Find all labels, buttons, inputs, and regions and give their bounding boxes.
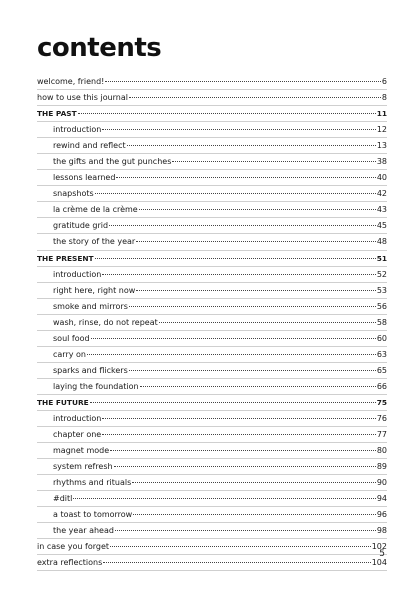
toc-entry-label: laying the foundation	[53, 381, 139, 391]
toc-row	[37, 507, 387, 522]
dot-leader	[102, 274, 376, 275]
toc-entry-page: 60	[376, 333, 387, 343]
toc-entry-page: 80	[376, 446, 387, 456]
toc-entry-page: 45	[376, 221, 387, 231]
toc-entry-page: 96	[376, 510, 387, 520]
toc-row	[37, 347, 387, 362]
toc-entry-page: 52	[376, 269, 387, 279]
toc-entry-page: 56	[376, 301, 387, 311]
dot-leader	[159, 322, 376, 323]
toc-entry-label: the gifts and the gut punches	[53, 157, 172, 167]
toc-entry-label: welcome, friend!	[37, 77, 105, 86]
toc-row	[37, 202, 387, 217]
toc-section-row	[37, 251, 387, 266]
dot-leader	[115, 530, 376, 531]
toc-entry-page: 63	[376, 349, 387, 359]
toc-row	[37, 90, 387, 105]
toc-entry-page: 40	[376, 173, 387, 183]
toc-entry-page: 51	[376, 253, 387, 263]
dot-leader	[95, 193, 376, 194]
toc-entry-label: wash, rinse, do not repeat	[53, 317, 158, 327]
toc-entry-label: magnet mode	[53, 446, 110, 456]
dot-leader	[91, 338, 376, 339]
toc-entry-page: 98	[376, 526, 387, 536]
toc-entry-label: extra reflections	[37, 558, 103, 568]
toc-entry-page: 65	[376, 365, 387, 375]
toc-entry-label: rhythms and rituals	[53, 478, 132, 488]
dot-leader	[110, 546, 371, 547]
toc-row	[37, 331, 387, 346]
toc-row	[37, 411, 387, 426]
toc-row	[37, 539, 387, 554]
toc-row	[37, 379, 387, 394]
toc-entry-page: 89	[376, 462, 387, 472]
toc-entry-label: introduction	[53, 125, 102, 135]
dot-leader	[102, 418, 376, 419]
toc-entry-page: 42	[376, 189, 387, 199]
toc-entry-label: carry on	[53, 349, 86, 359]
toc-entry-page: 75	[376, 397, 387, 407]
toc-entry-label: right here, right now	[53, 285, 136, 295]
toc-entry-label: a toast to tomorrow	[53, 510, 133, 520]
toc-entry-page: 8	[381, 93, 387, 103]
toc-row	[37, 138, 387, 153]
toc-entry-label: chapter one	[53, 430, 102, 440]
toc-row	[37, 491, 387, 506]
toc-entry-page: 11	[376, 109, 387, 119]
toc-entry-label: lessons learned	[53, 173, 116, 183]
dot-leader	[140, 386, 376, 387]
toc-entry-label: gratitude grid	[53, 221, 109, 231]
dot-leader	[133, 514, 376, 515]
dot-leader	[105, 81, 381, 82]
toc-entry-label: the story of the year	[53, 237, 136, 247]
toc-row	[37, 459, 387, 474]
toc-entry-label: smoke and mirrors	[53, 301, 128, 311]
toc-row	[37, 186, 387, 201]
toc-row	[37, 154, 387, 169]
dot-leader	[132, 482, 376, 483]
dot-leader	[73, 498, 375, 499]
toc-entry-page: 13	[376, 141, 387, 151]
dot-leader	[172, 161, 375, 162]
toc-entry-page: 58	[376, 317, 387, 327]
toc-row	[37, 427, 387, 442]
dot-leader	[87, 354, 376, 355]
toc-row	[37, 299, 387, 314]
toc-entry-label: THE PAST	[37, 109, 77, 119]
toc-entry-label: sparks and flickers	[53, 365, 128, 375]
dot-leader	[102, 129, 376, 130]
toc-entry-label: THE FUTURE	[37, 397, 89, 407]
dot-leader	[109, 225, 376, 226]
toc-entry-label: THE PRESENT	[37, 253, 94, 263]
toc-entry-label: the year ahead	[53, 526, 114, 536]
toc-entry-label: soul food	[53, 333, 90, 343]
dot-leader	[110, 450, 376, 451]
toc-row	[37, 283, 387, 298]
toc-row	[37, 363, 387, 378]
toc-entry-page: 48	[376, 237, 387, 247]
toc-entry-page: 6	[381, 77, 387, 86]
toc-entry-page: 90	[376, 478, 387, 488]
toc-row	[37, 315, 387, 330]
toc-entry-label: system refresh	[53, 462, 113, 472]
toc-entry-page: 43	[376, 205, 387, 215]
toc-entry-page: 76	[376, 413, 387, 423]
dot-leader	[90, 402, 376, 403]
toc-row	[37, 234, 387, 249]
dot-leader	[139, 209, 376, 210]
toc-entry-page: 77	[376, 430, 387, 440]
toc-entry-label: rewind and reflect	[53, 141, 126, 151]
toc-row	[37, 218, 387, 233]
toc-row	[37, 475, 387, 490]
toc-entry-label: introduction	[53, 269, 102, 279]
toc-entry-page: 66	[376, 381, 387, 391]
toc-entry-page: 38	[376, 157, 387, 167]
toc-entry-page: 53	[376, 285, 387, 295]
toc-row	[37, 267, 387, 282]
dot-leader	[136, 241, 376, 242]
dot-leader	[129, 97, 381, 98]
toc-row	[37, 523, 387, 538]
toc-entry-label: in case you forget	[37, 542, 110, 552]
dot-leader	[116, 177, 375, 178]
dot-leader	[129, 306, 376, 307]
dot-leader	[102, 434, 376, 435]
toc-row	[37, 122, 387, 137]
dot-leader	[114, 466, 376, 467]
toc-entry-page: 12	[376, 125, 387, 135]
toc-entry-page: 104	[371, 558, 387, 568]
toc-row	[37, 443, 387, 458]
toc-row	[37, 555, 387, 570]
toc-entry-page: 102	[371, 542, 387, 552]
toc-section-row	[37, 395, 387, 410]
dot-leader	[78, 113, 376, 114]
toc-row	[37, 170, 387, 185]
dot-leader	[103, 562, 370, 563]
toc-section-row	[37, 106, 387, 121]
toc-entry-label: la crème de la crème	[53, 205, 138, 215]
dot-leader	[136, 290, 376, 291]
toc-entry-label: #ditl	[53, 494, 73, 504]
page-number: 5	[379, 549, 385, 559]
dot-leader	[95, 258, 376, 259]
row-divider	[37, 570, 387, 571]
toc-entry-label: how to use this journal	[37, 93, 128, 103]
toc-entry-label: snapshots	[53, 189, 94, 199]
toc-entry-page: 94	[376, 494, 387, 504]
table-of-contents	[37, 74, 387, 571]
dot-leader	[127, 145, 376, 146]
toc-row	[37, 74, 387, 89]
dot-leader	[129, 370, 376, 371]
page-title: contents	[37, 33, 162, 63]
toc-entry-label: introduction	[53, 413, 102, 423]
